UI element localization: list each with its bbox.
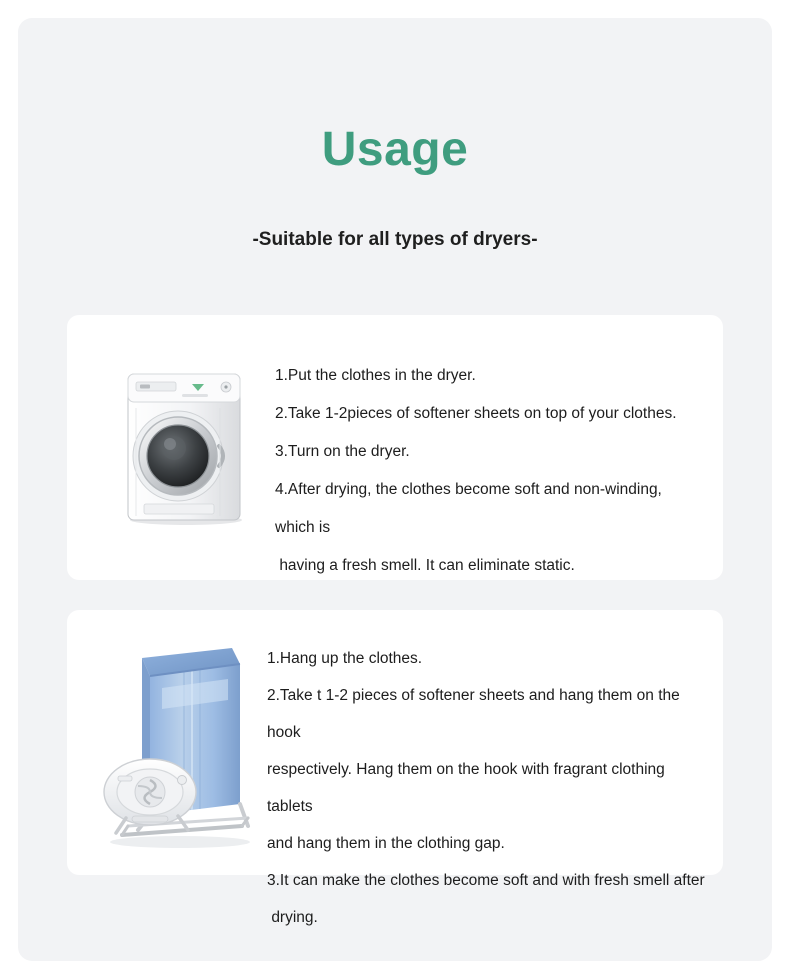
dryer-icon — [120, 368, 250, 528]
page-subtitle: -Suitable for all types of dryers- — [252, 229, 538, 250]
usage-line: 4.After drying, the clothes become soft and non-winding, which is — [275, 481, 667, 536]
usage-line: 3.It can make the clothes become soft and with fresh smell after — [267, 872, 705, 889]
usage-line: having a fresh smell. It can eliminate static. — [275, 557, 575, 574]
page-title: Usage — [321, 123, 469, 176]
usage-card-portable-dryer — [67, 610, 723, 926]
usage-line: 2.Take 1-2pieces of softener sheets on top of your clothes. — [275, 405, 677, 422]
portable-dryer-icon — [92, 630, 262, 855]
usage-line: 1.Put the clothes in the dryer. — [275, 367, 476, 384]
portable-clothes-dryer-image — [87, 630, 267, 855]
usage-line: respectively. Hang them on the hook with fragrant clothing tablets — [267, 761, 670, 815]
usage-panel — [18, 18, 772, 961]
usage-card-dryer-text — [275, 335, 705, 585]
usage-line: 2.Take t 1-2 pieces of softener sheets and hang them on the hook — [267, 687, 685, 741]
usage-line: 3.Turn on the dryer. — [275, 443, 410, 460]
usage-line: drying. — [267, 909, 318, 926]
usage-card-portable-dryer-text — [267, 630, 713, 936]
usage-line: 1.Hang up the clothes. — [267, 650, 423, 667]
usage-line: and hang them in the clothing gap. — [267, 835, 505, 852]
usage-card-dryer — [67, 315, 723, 580]
front-load-dryer-image — [95, 335, 275, 560]
